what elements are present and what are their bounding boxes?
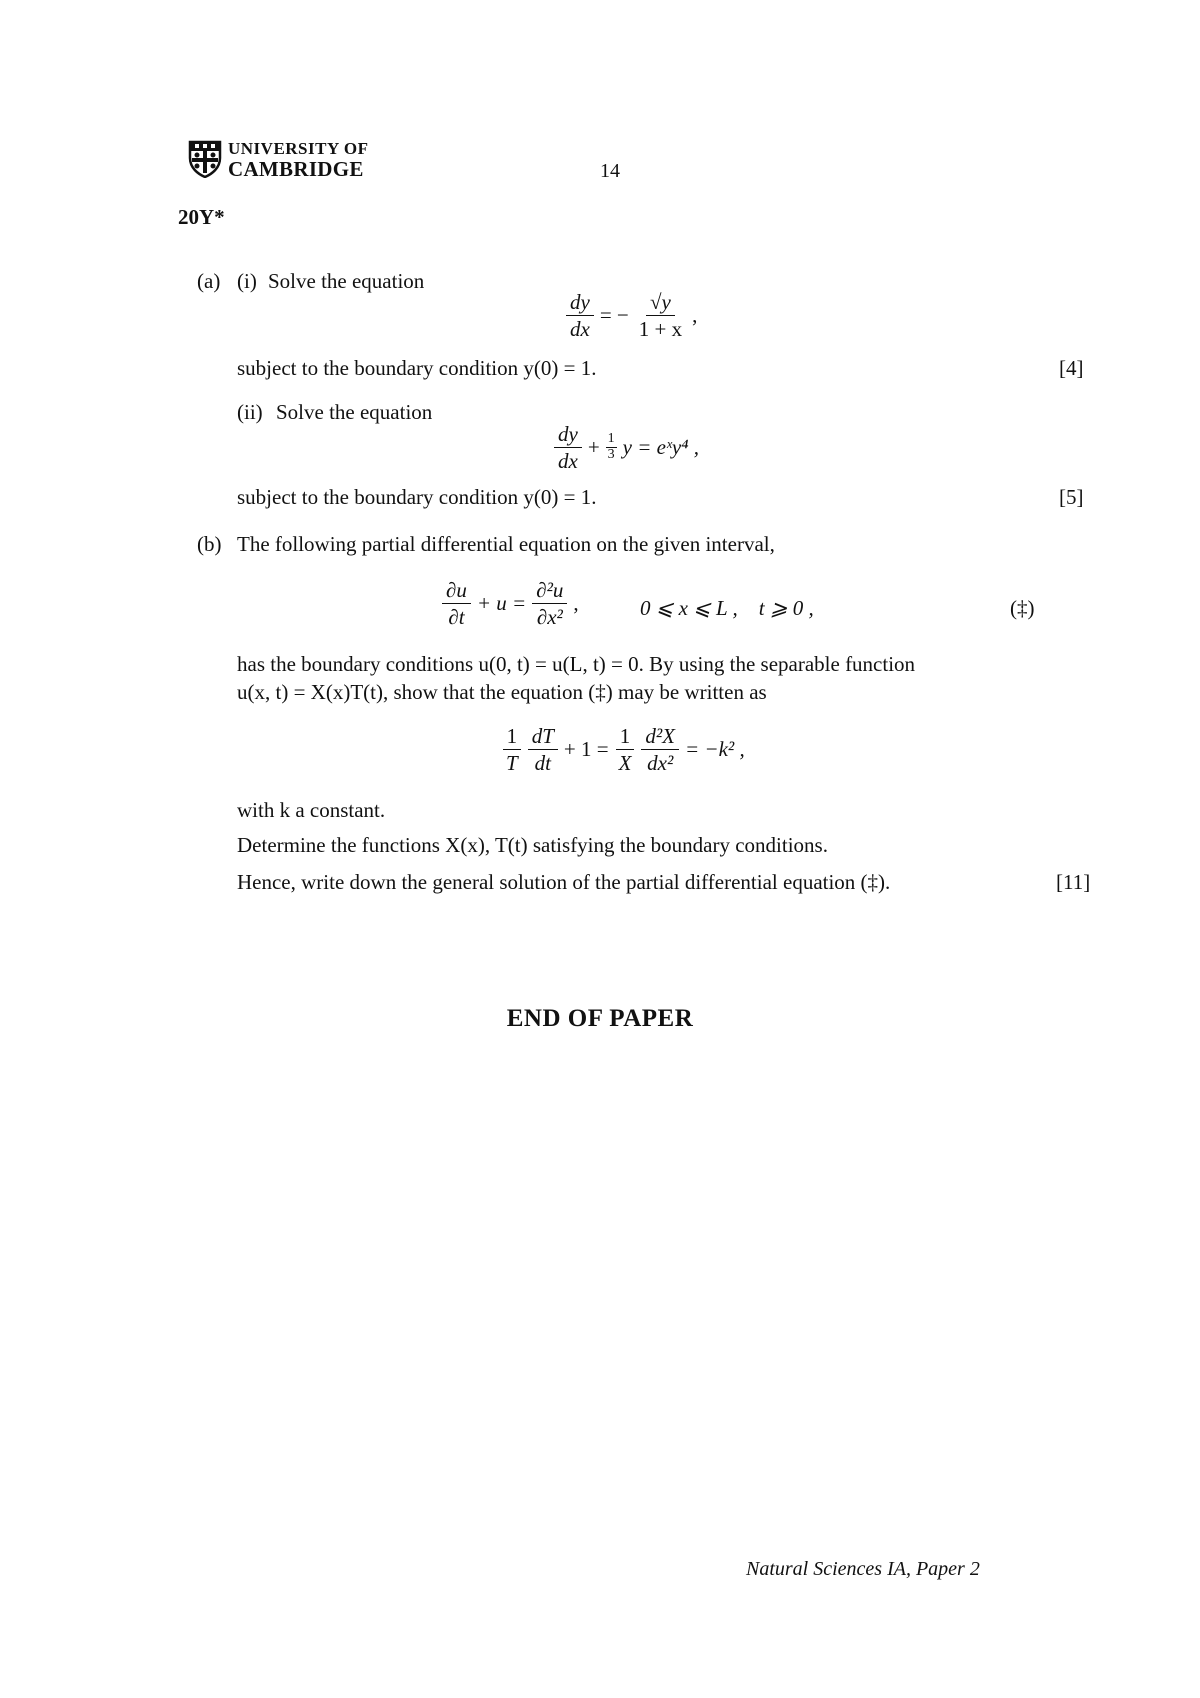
pde-equation bbox=[442, 578, 579, 629]
frac-num: dT bbox=[528, 724, 558, 750]
fraction-one-third bbox=[606, 432, 617, 462]
frac-num: dy bbox=[566, 290, 594, 316]
bc-line1: has the boundary conditions u(0, t) = u(L, t) = 0. By using the separable function bbox=[237, 652, 916, 676]
marks-a-i: [4] bbox=[1059, 356, 1084, 380]
university-name-line2: CAMBRIDGE bbox=[228, 157, 364, 181]
pde-tag: (‡) bbox=[1010, 596, 1035, 620]
university-logo bbox=[188, 139, 368, 179]
question-number: 20Y* bbox=[178, 205, 225, 229]
frac-num: ∂²u bbox=[532, 578, 567, 604]
frac-den: 1 + x bbox=[638, 317, 683, 342]
crest-icon bbox=[188, 140, 222, 178]
marks-b: [11] bbox=[1056, 870, 1091, 894]
frac-den: dx bbox=[570, 317, 590, 342]
frac-num: 1 bbox=[607, 431, 615, 447]
frac-num: ∂u bbox=[442, 578, 471, 604]
fraction-du-dt bbox=[442, 578, 471, 629]
frac-den: ∂t bbox=[448, 605, 465, 630]
eq-rest: y = eˣy⁴ , bbox=[622, 435, 700, 460]
plus-u-equals: + u = bbox=[476, 591, 527, 616]
hence-text: Hence, write down the general solution of the partial differential equation (‡). bbox=[237, 870, 891, 894]
part-a-i-label: (i) bbox=[237, 269, 257, 293]
frac-den: T bbox=[506, 751, 518, 776]
university-name-line1: UNIVERSITY OF bbox=[228, 139, 369, 158]
frac-den: dx bbox=[558, 449, 578, 474]
marks-a-ii: [5] bbox=[1059, 485, 1084, 509]
fraction-dy-dx bbox=[566, 290, 594, 341]
equals-minus: = − bbox=[599, 303, 629, 328]
fraction-sqrt-y bbox=[635, 290, 686, 341]
equals-minus-k2: = −k² , bbox=[685, 737, 745, 762]
frac-den: X bbox=[618, 751, 632, 776]
part-a-ii-label: (ii) bbox=[237, 400, 263, 424]
plus-sign: + bbox=[587, 435, 600, 460]
separated-equation bbox=[502, 724, 745, 775]
page-number: 14 bbox=[600, 160, 620, 182]
fraction-1-over-T bbox=[502, 724, 522, 775]
part-a-i-intro: Solve the equation bbox=[268, 269, 425, 293]
end-of-paper: END OF PAPER bbox=[506, 1005, 694, 1032]
frac-den: 3 bbox=[607, 447, 615, 463]
pde-range: 0 ⩽ x ⩽ L , t ⩾ 0 , bbox=[640, 596, 814, 620]
frac-num: √y bbox=[646, 290, 675, 316]
frac-num: d²X bbox=[641, 724, 679, 750]
frac-den: dt bbox=[534, 751, 551, 776]
fraction-1-over-X bbox=[615, 724, 636, 775]
frac-num: 1 bbox=[616, 724, 635, 750]
footer-text: Natural Sciences IA, Paper 2 bbox=[746, 1558, 980, 1580]
fraction-d2X-dx2 bbox=[641, 724, 679, 775]
determine-text: Determine the functions X(x), T(t) satisfying the boundary conditions. bbox=[237, 833, 828, 857]
part-a-ii-intro: Solve the equation bbox=[276, 400, 433, 424]
equation-a-i bbox=[566, 290, 697, 341]
equation-a-ii bbox=[554, 422, 699, 473]
frac-num: dy bbox=[554, 422, 582, 448]
part-a-i-condition: subject to the boundary condition y(0) = 1. bbox=[237, 356, 597, 380]
frac-den: dx² bbox=[647, 751, 674, 776]
with-k-text: with k a constant. bbox=[237, 798, 386, 822]
fraction-dy-dx bbox=[554, 422, 582, 473]
part-a-ii-condition: subject to the boundary condition y(0) = 1. bbox=[237, 485, 597, 509]
part-b-label: (b) bbox=[197, 532, 222, 556]
eq-comma: , bbox=[573, 591, 579, 616]
eq-comma: , bbox=[692, 303, 698, 328]
plus-one-equals: + 1 = bbox=[563, 737, 609, 762]
frac-num: 1 bbox=[503, 724, 522, 750]
bc-line2: u(x, t) = X(x)T(t), show that the equation (‡) may be written as bbox=[237, 680, 767, 704]
fraction-d2u-dx2 bbox=[532, 578, 567, 629]
part-a-label: (a) bbox=[197, 269, 221, 293]
part-b-intro: The following partial differential equation on the given interval, bbox=[237, 532, 775, 556]
fraction-dT-dt bbox=[528, 724, 558, 775]
frac-den: ∂x² bbox=[536, 605, 563, 630]
